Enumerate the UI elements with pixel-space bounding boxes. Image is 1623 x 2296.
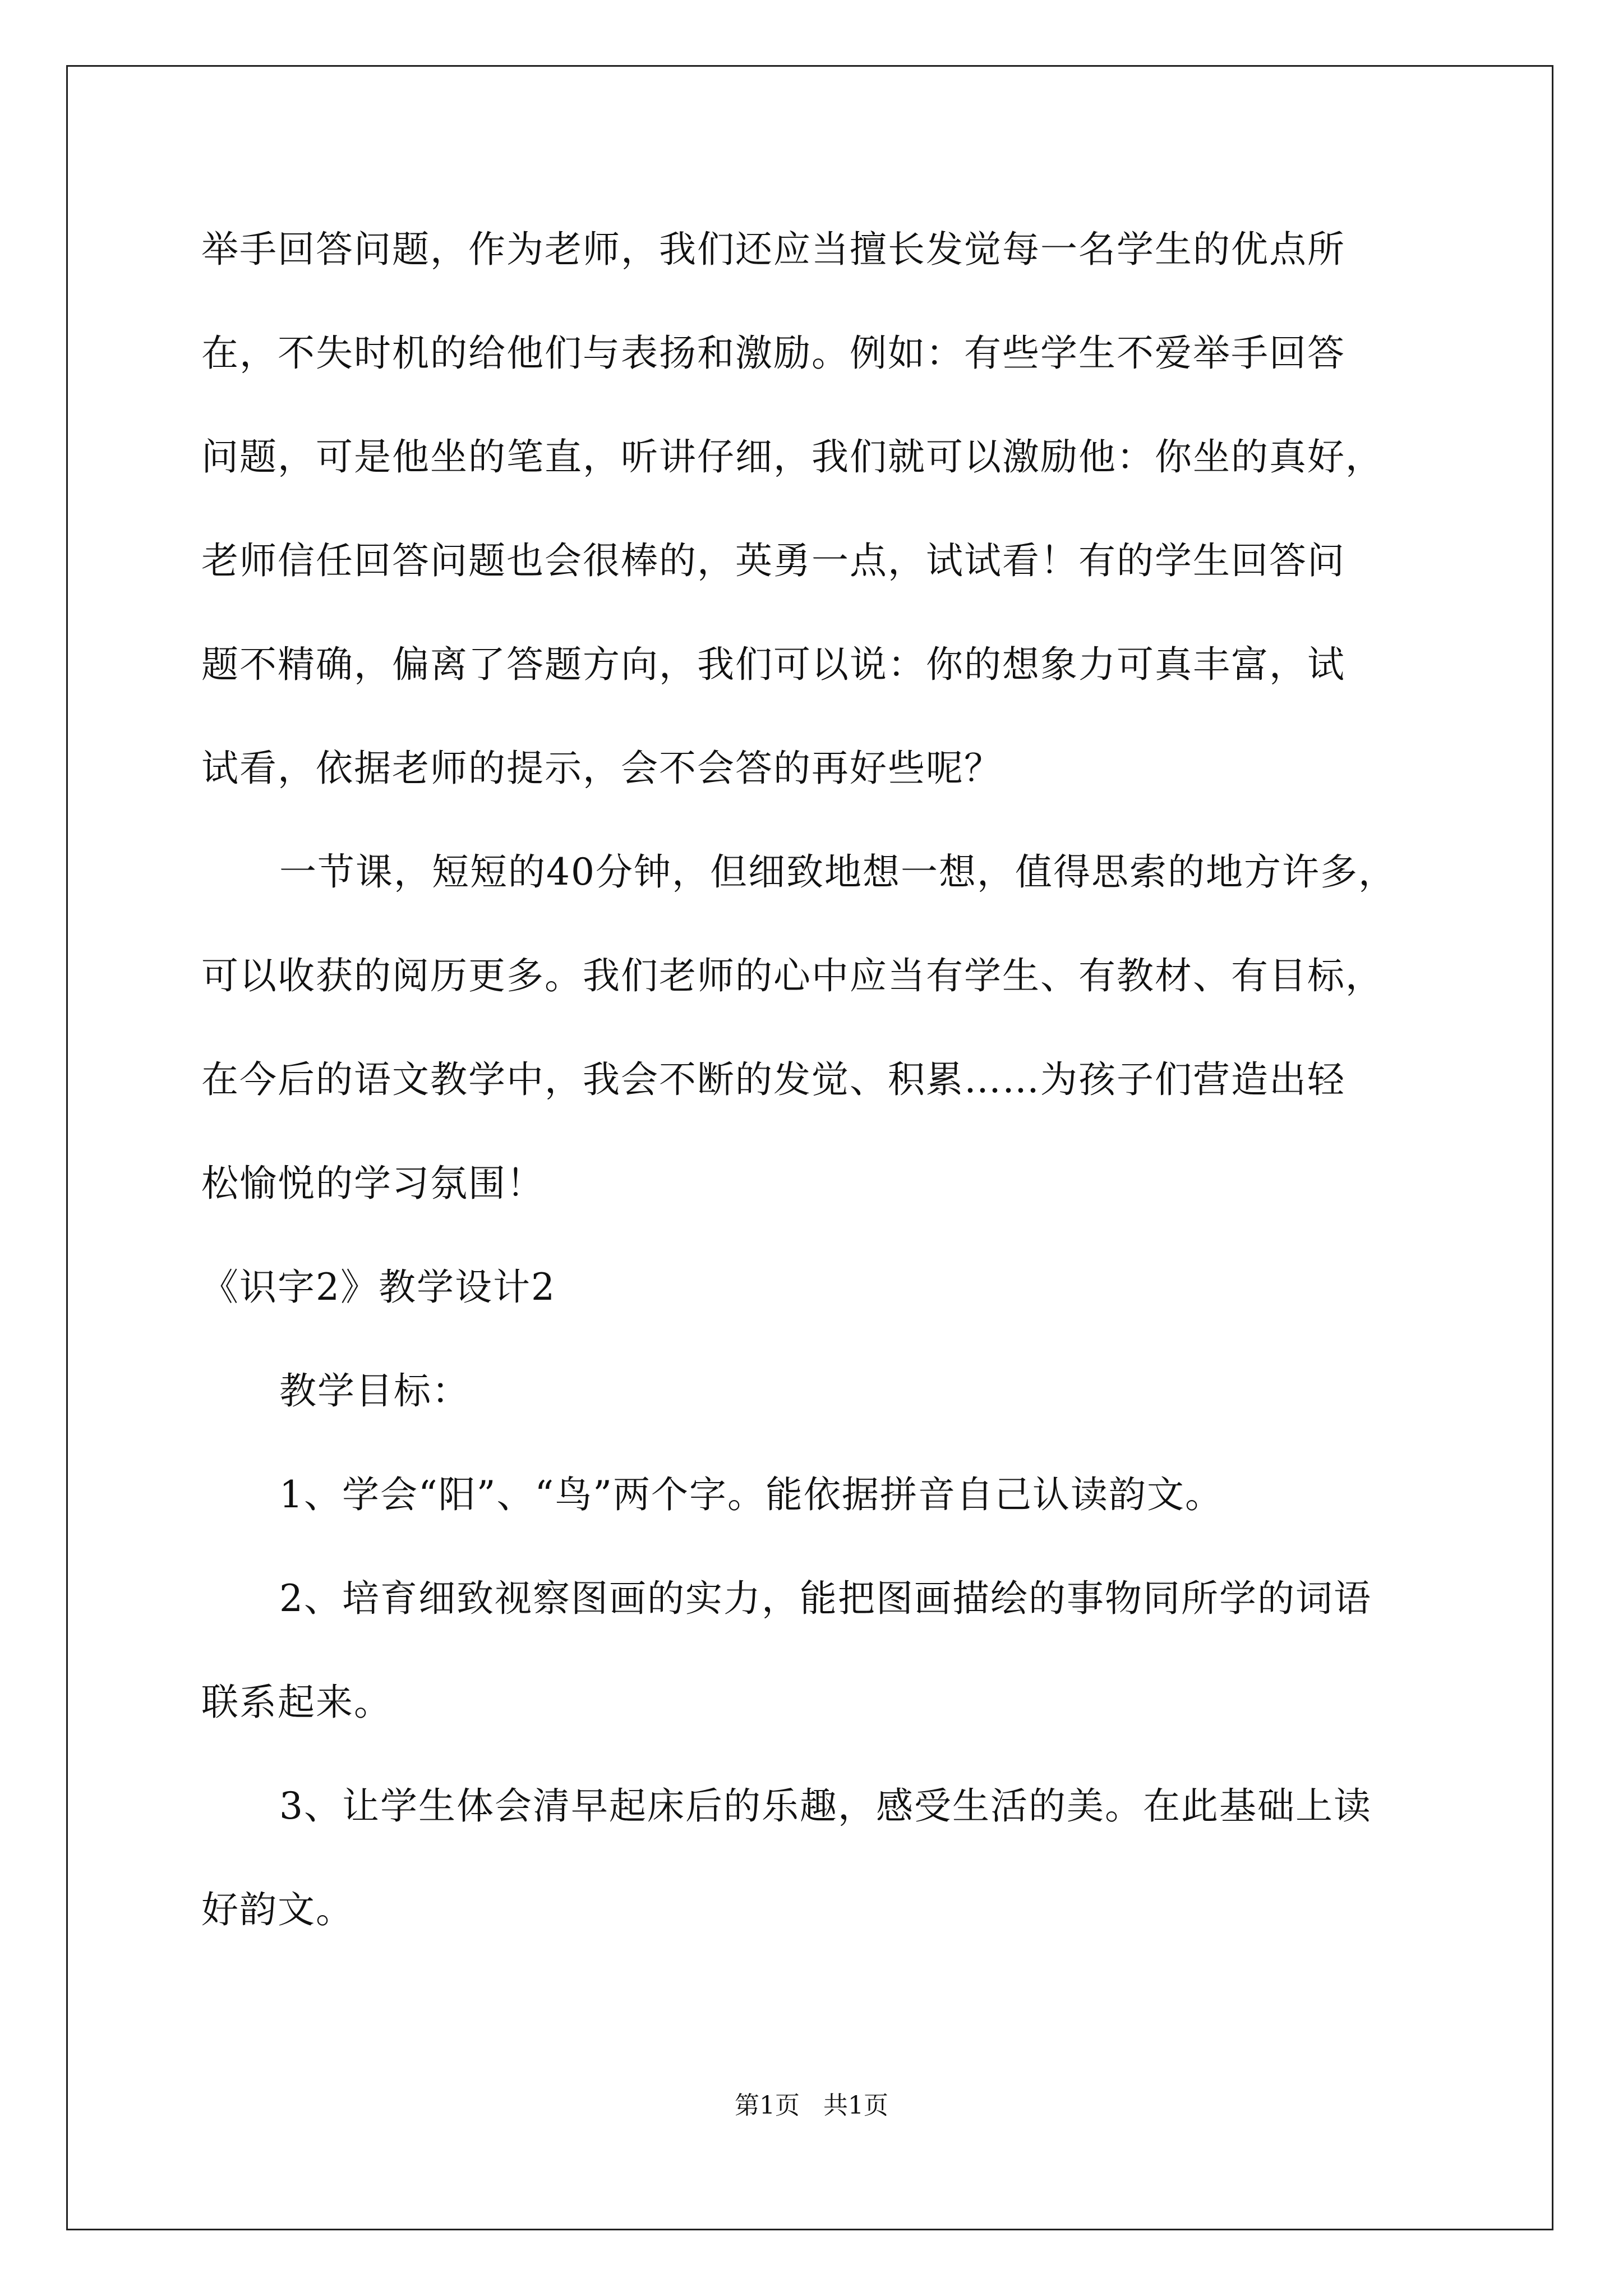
body-text-line: 试看，依据老师的提示，会不会答的再好些呢？ [201,747,1002,790]
body-text-line: 在今后的语文教学中，我会不断的发觉、积累……为孩子们营造出轻 [201,1058,1345,1101]
objective-item: 3、让学生体会清早起床后的乐趣，感受生活的美。在此基础上读 [279,1784,1372,1828]
objectives-heading: 教学目标： [279,1369,470,1412]
body-text-line: 联系起来。 [201,1681,392,1724]
objective-item: 2、培育细致视察图画的实力，能把图画描绘的事物同所学的词语 [279,1577,1372,1620]
body-text-line: 可以收获的阅历更多。我们老师的心中应当有学生、有教材、有目标， [201,954,1384,997]
body-text-line: 举手回答问题，作为老师，我们还应当擅长发觉每一名学生的优点所 [201,228,1345,271]
body-text-line: 老师信任回答问题也会很棒的，英勇一点，试试看！有的学生回答问 [201,539,1345,582]
objective-item: 1、学会“阳”、“鸟”两个字。能依据拼音自己认读韵文。 [279,1473,1223,1516]
body-text-line: 松愉悦的学习氛围！ [201,1162,545,1205]
paragraph-first-line: 一节课，短短的40分钟，但细致地想一想，值得思索的地方许多， [279,850,1396,894]
body-text-line: 好韵文。 [201,1888,354,1931]
body-text-line: 问题，可是他坐的笔直，听讲仔细，我们就可以激励他：你坐的真好， [201,435,1384,478]
body-text-line: 题不精确，偏离了答题方向，我们可以说：你的想象力可真丰富，试 [201,643,1345,686]
body-text-line: 在，不失时机的给他们与表扬和激励。例如：有些学生不爱举手回答 [201,332,1345,375]
section-title: 《识字2》教学设计2 [201,1266,556,1309]
page-number: 第1页 共1页 [735,2091,888,2120]
